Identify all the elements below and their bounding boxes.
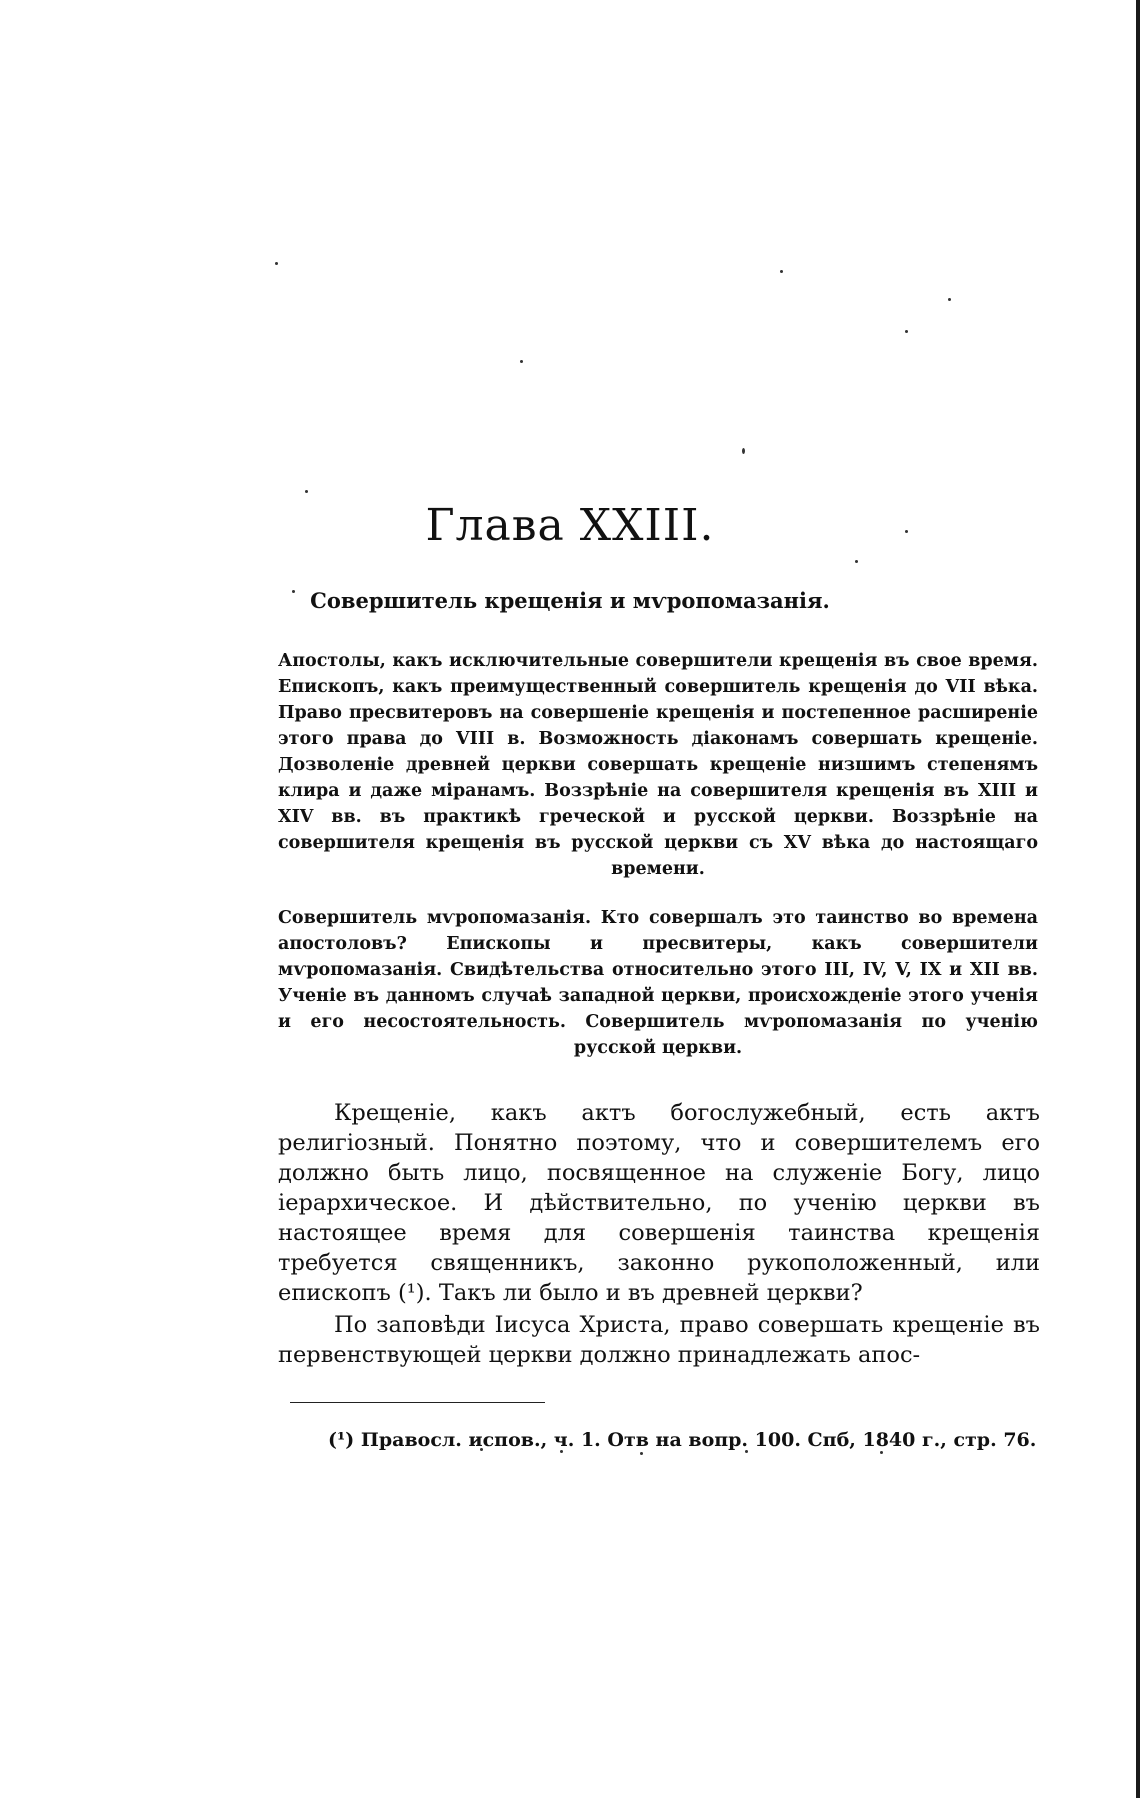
- scan-speck: [905, 330, 908, 333]
- footnote-divider: [290, 1402, 545, 1403]
- summary-chrismation: Совершитель мѵропомазанія. Кто совершалъ это таинство во времена апостоловъ? Епископы и пресвитеры, какъ совершители мѵропомазанія. Свидѣтельства относительно этого III, IV, V, IX и XII вв. Ученіе въ данномъ случаѣ западной церкви, происхожденіе этого ученія и его несостоятельность. Совершитель мѵропомазанія по ученію русской церкви.: [278, 908, 1038, 1058]
- body-paragraph-1: Крещеніе, какъ актъ богослужебный, есть актъ религіозный. Понятно поэтому, что и совершителемъ его должно быть лицо, посвященное на служеніе Богу, лицо іерархическое. И дѣйствительно, по ученію церкви въ настоящее время для совершенія таинства крещенія требуется священникъ, законно рукоположенный, или епископъ (¹). Такъ ли было и въ древней церкви?: [278, 1100, 1040, 1306]
- summary-baptism: Апостолы, какъ исключительные совершители крещенія въ свое время. Епископъ, какъ преимущественный совершитель крещенія до VII вѣка. Право пресвитеровъ на совершеніе крещенія и постепенное расширеніе этого права до VIII в. Возможность діаконамъ совершать крещеніе. Дозволеніе древней церкви совершать крещеніе низшимъ степенямъ клира и даже міранамъ. Воззрѣніе на совершителя крещенія въ XIII и XIV вв. въ практикѣ греческой и русской церкви. Воззрѣніе на совершителя крещенія въ русской церкви съ XV вѣка до настоящаго времени.: [278, 651, 1038, 879]
- scan-edge-shadow: [1136, 0, 1140, 1798]
- scan-speck: [520, 360, 523, 363]
- scan-speck: [742, 448, 745, 454]
- scan-speck: [305, 490, 308, 493]
- footnote: (¹) Правосл. испов., ч. 1. Отв на вопр. 100. Спб, 1840 г., стр. 76.: [328, 1429, 1037, 1451]
- body-paragraph-2: По заповѣди Іисуса Христа, право совершать крещеніе въ первенствующей церкви должно принадлежать апос-: [278, 1312, 1040, 1368]
- scan-speck: [948, 298, 951, 301]
- scan-speck: [855, 560, 858, 563]
- chapter-subtitle: Совершитель крещенія и мѵропомазанія.: [310, 588, 830, 613]
- scan-speck: [275, 262, 278, 265]
- chapter-title: Глава XXIII.: [425, 500, 715, 551]
- scan-speck: [780, 270, 783, 273]
